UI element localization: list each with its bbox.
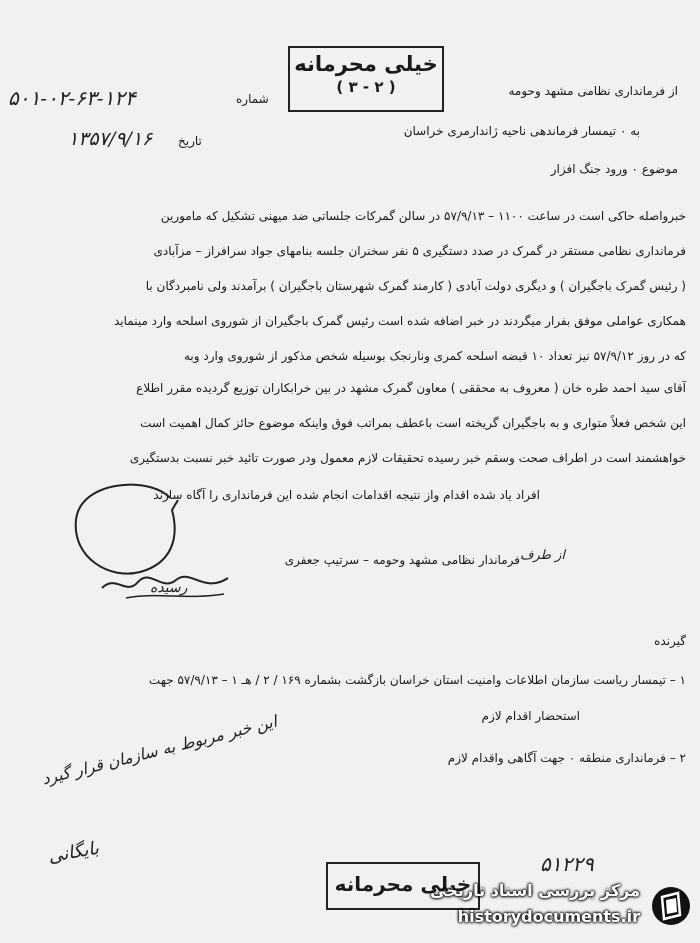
body-line-1: خبرواصله حاکى است در ساعت ۱۱۰۰ – ۵۷/۹/۱۳ در سالن گمرکات جلساتى ضد میهنى تشکیل که مامورین	[160, 209, 686, 223]
from-line: از فرماندارى نظامى مشهد وحومه	[508, 84, 678, 98]
classification-stamp-text: خیلی محرمانه	[294, 52, 438, 76]
body-line-5: که در روز ۵۷/۹/۱۲ نیز تعداد ۱۰ قبضه اسلحه کمرى ونارنجک بوسیله شخص مذکور از شوروى وارد وبه	[184, 349, 686, 363]
recipient-2: ۲ – فرماندارى منطقه ۰ جهت آگاهى واقدام لازم	[447, 751, 686, 765]
letter-date: ۱۳۵۷/۹/۱۶	[68, 128, 153, 150]
classification-copy-number: ( ۲ - ۳ )	[336, 78, 396, 96]
signature-prefix: از طرف	[520, 548, 566, 563]
classification-stamp	[288, 46, 444, 112]
watermark-logo-icon	[650, 885, 692, 927]
body-line-3: ( رئیس گمرک باجگیران ) و دیگرى دولت آبادى ( کارمند گمرک شهرستان باجگیران ) برآمدند ولى نامبردگان با	[145, 279, 686, 293]
number-label: شماره	[236, 92, 269, 106]
recipient-1-line-2: استحضار اقدام لازم	[481, 709, 580, 723]
body-line-4: همکارى عواملى موفق بفرار میگردند در خبر اضافه شده است رئیس گمرک باجگیران از شوروى اسلحه وارد مینماید	[113, 314, 686, 328]
recipient-1-line-1: ۱ – تیمسار ریاست سازمان اطلاعات وامنیت استان خراسان بازگشت بشماره ۱۶۹ / ۲ / هـ ۱ – ۵۷/۹/۱۳ جهت	[148, 673, 686, 687]
footer-stamp-text: خیلی محرمانه	[334, 872, 472, 896]
subject-line: موضوع ۰ ورود جنگ افزار	[550, 162, 678, 176]
handwritten-note-1: این خبر مربوط به سازمان قرار گیرد	[40, 711, 279, 789]
watermark-line-1: مرکز بررسی اسناد تاریخی	[430, 881, 640, 900]
watermark-line-2: historydocuments.ir	[457, 907, 640, 926]
handwritten-note-2: بایگانى	[46, 837, 101, 868]
handwritten-number: ۵۱۲۲۹	[540, 852, 594, 876]
date-label: تاریخ	[178, 134, 202, 148]
recipients-heading: گیرنده	[654, 634, 686, 648]
body-line-6: آقاى سید احمد طره خان ( معروف به محققى ) معاون گمرک مشهد در بین خرابکاران توزیع گردیده مقرر اطلاع	[136, 381, 686, 395]
watermark	[422, 873, 692, 937]
body-line-8: خواهشمند است در اطراف صحت وسقم خبر رسیده تحقیقات لازم معمول ودر صورت تائید خبر نسبت بدستگیرى	[129, 451, 686, 465]
handwritten-name: رسیده	[150, 580, 188, 596]
body-line-2: فرماندارى نظامى مستقر در گمرک در صدد دستگیرى ۵ نفر سخنران جلسه بنامهاى جواد سرافراز – مزآبادى	[153, 244, 686, 258]
signatory-title: فرماندار نظامى مشهد وحومه – سرتیپ جعفرى	[284, 553, 520, 567]
to-line: به ۰ تیمسار فرماندهى ناحیه ژاندارمرى خراسان	[403, 124, 640, 138]
body-line-7: این شخص فعلاً متوارى و به باجگیران گریخته است باعطف بمراتب فوق واینکه موضوع حائز کمال اهمیت است	[140, 416, 686, 430]
body-line-9: افراد یاد شده اقدام واز نتیجه اقدامات انجام شده این فرماندارى را آگاه سازند	[153, 488, 540, 502]
letter-number: ۵۰۱-۰۲-۶۳-۱۲۴	[8, 86, 136, 110]
